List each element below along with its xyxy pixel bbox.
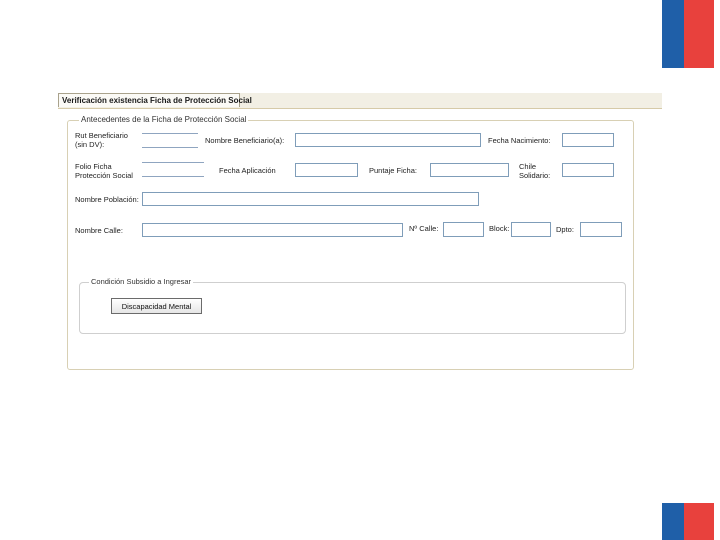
tab-verificacion-ficha[interactable]: Verificación existencia Ficha de Protección Social: [58, 93, 240, 107]
block-label: Block:: [489, 224, 510, 233]
nombre-poblacion-label: Nombre Población:: [75, 195, 139, 204]
folio-ficha-label: [75, 162, 133, 180]
fecha-aplicacion-input[interactable]: [295, 163, 358, 177]
numero-calle-input[interactable]: [443, 222, 484, 237]
condicion-subsidio-legend: Condición Subsidio a Ingresar: [91, 277, 192, 286]
chile-label-line2: Solidario:: [519, 171, 551, 180]
nombre-calle-input[interactable]: [142, 223, 403, 237]
nombre-poblacion-input[interactable]: [142, 192, 479, 206]
chile-label-line1: Chile: [519, 162, 537, 171]
fecha-nacimiento-label: Fecha Nacimiento:: [488, 136, 551, 145]
nombre-beneficiario-label: Nombre Beneficiario(a):: [205, 136, 285, 145]
numero-calle-label: Nº Calle:: [409, 224, 439, 233]
folio-ficha-input-top: [142, 162, 204, 163]
tab-bar: [58, 93, 662, 109]
nombre-beneficiario-input[interactable]: [295, 133, 481, 147]
folio-label-line2: Protección Social: [75, 171, 133, 180]
rut-label-line1: Rut Beneficiario: [75, 131, 128, 140]
flag-red-stripe: [684, 0, 714, 68]
flag-decoration-top: [662, 0, 714, 68]
dpto-label: Dpto:: [556, 225, 574, 234]
discapacidad-mental-button[interactable]: Discapacidad Mental: [111, 298, 202, 314]
fecha-aplicacion-label: Fecha Aplicación: [219, 166, 276, 175]
flag-blue-stripe: [662, 503, 684, 540]
flag-blue-stripe: [662, 0, 684, 68]
block-input[interactable]: [511, 222, 551, 237]
flag-red-stripe: [684, 503, 714, 540]
puntaje-ficha-input[interactable]: [430, 163, 509, 177]
rut-beneficiario-label: [75, 131, 128, 149]
flag-decoration-bottom: [662, 503, 714, 540]
puntaje-ficha-label: Puntaje Ficha:: [369, 166, 417, 175]
rut-label-line2: (sin DV):: [75, 140, 105, 149]
fecha-nacimiento-input[interactable]: [562, 133, 614, 147]
rut-beneficiario-input-top: [142, 133, 198, 134]
antecedentes-legend: Antecedentes de la Ficha de Protección Social: [81, 115, 247, 124]
chile-solidario-label: [519, 162, 550, 180]
chile-solidario-input[interactable]: [562, 163, 614, 177]
dpto-input[interactable]: [580, 222, 622, 237]
nombre-calle-label: Nombre Calle:: [75, 226, 123, 235]
folio-label-line1: Folio Ficha: [75, 162, 112, 171]
rut-beneficiario-input[interactable]: [142, 147, 198, 148]
folio-ficha-input[interactable]: [142, 176, 204, 177]
